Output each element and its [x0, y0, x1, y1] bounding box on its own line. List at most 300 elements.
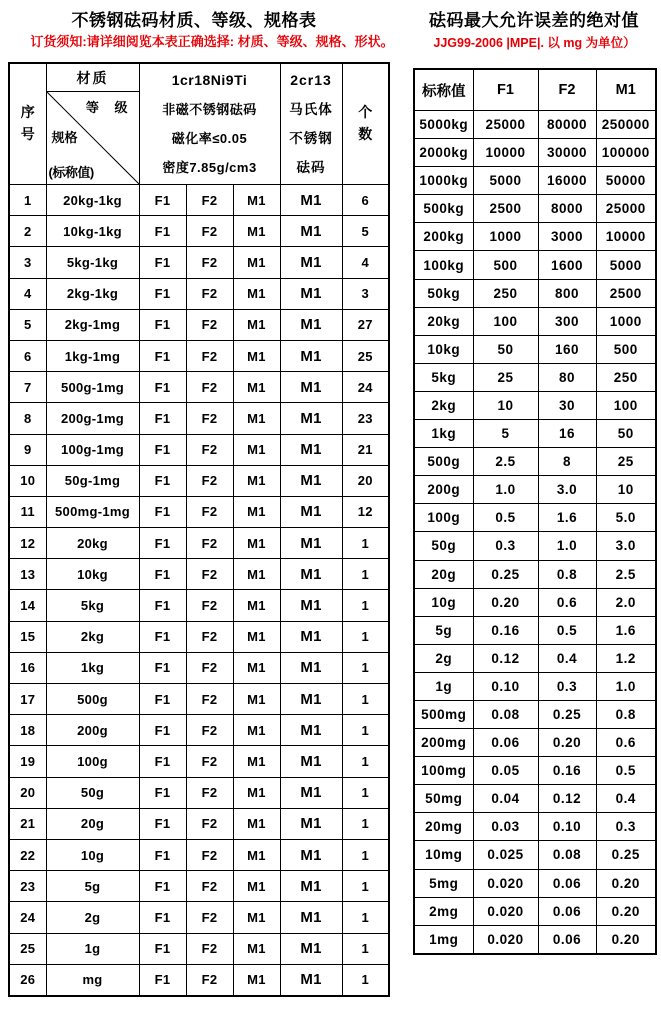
- table-cell: 10000: [596, 223, 656, 251]
- spec-label: 规格: [51, 129, 78, 145]
- table-cell: 1: [342, 808, 389, 839]
- table-cell: M1: [233, 715, 280, 746]
- material-spec-line: 密度7.85g/cm3: [162, 160, 257, 175]
- table-cell: 5000kg: [414, 111, 473, 139]
- table-cell: M1: [280, 559, 342, 590]
- table-cell: 21: [342, 434, 389, 465]
- table-cell: 1: [342, 652, 389, 683]
- table-row: [414, 672, 656, 700]
- table-cell: 2.5: [473, 448, 538, 476]
- table-cell: 200g-1mg: [46, 403, 139, 434]
- table-cell: 0.06: [473, 729, 538, 757]
- table-cell: 12: [342, 496, 389, 527]
- table-cell: 1000: [596, 307, 656, 335]
- table-cell: 50: [473, 335, 538, 363]
- table-row: [414, 897, 656, 925]
- table-cell: 25000: [473, 111, 538, 139]
- table-cell: F2: [186, 746, 233, 777]
- table-cell: M1: [233, 528, 280, 559]
- table-row: [9, 403, 389, 434]
- table-cell: 0.06: [538, 869, 596, 897]
- table-cell: 8000: [538, 195, 596, 223]
- table-row: [414, 757, 656, 785]
- table-cell: M1: [280, 715, 342, 746]
- table-cell: 10: [596, 476, 656, 504]
- table-row: [9, 839, 389, 870]
- table-cell: 1g: [46, 933, 139, 964]
- table-cell: 1kg: [46, 652, 139, 683]
- table-cell: M1: [233, 590, 280, 621]
- table-cell: M1: [233, 403, 280, 434]
- table-cell: 0.020: [473, 869, 538, 897]
- table-row: [9, 216, 389, 247]
- table-cell: 5000: [596, 251, 656, 279]
- table-cell: 5: [473, 420, 538, 448]
- table-cell: 20: [9, 777, 46, 808]
- table-cell: 18: [9, 715, 46, 746]
- table-cell: M1: [233, 496, 280, 527]
- table-cell: 500mg-1mg: [46, 496, 139, 527]
- table-cell: 0.8: [596, 700, 656, 728]
- table-cell: 10: [473, 391, 538, 419]
- table-cell: 1.0: [538, 532, 596, 560]
- table-cell: 3: [9, 247, 46, 278]
- table-cell: 1: [342, 839, 389, 870]
- table-cell: 3.0: [596, 532, 656, 560]
- table-cell: 8: [538, 448, 596, 476]
- spec-table-title: 不锈钢砝码材质、等级、规格表: [71, 11, 317, 30]
- table-cell: 50: [596, 420, 656, 448]
- table-cell: F2: [186, 808, 233, 839]
- table-row: [9, 247, 389, 278]
- table-cell: F2: [186, 715, 233, 746]
- table-row: [414, 223, 656, 251]
- table-cell: 10kg: [414, 335, 473, 363]
- table-cell: 0.020: [473, 897, 538, 925]
- table-cell: M1: [233, 465, 280, 496]
- table-cell: 10mg: [414, 841, 473, 869]
- table-cell: 0.4: [596, 785, 656, 813]
- table-row: [9, 372, 389, 403]
- table-cell: 0.12: [538, 785, 596, 813]
- table-row: [414, 504, 656, 532]
- table-cell: 0.20: [596, 897, 656, 925]
- table-cell: M1: [233, 216, 280, 247]
- table-cell: 500g-1mg: [46, 372, 139, 403]
- table-cell: 0.25: [538, 700, 596, 728]
- table-cell: 2kg-1mg: [46, 309, 139, 340]
- table-cell: 2.0: [596, 588, 656, 616]
- material-spec-line: 磁化率≤0.05: [171, 131, 248, 146]
- table-cell: 14: [9, 590, 46, 621]
- table-row: [9, 340, 389, 371]
- spec-table-subtitle: 订货须知:请详细阅览本表正确选择: 材质、等级、规格、形状。: [30, 34, 394, 49]
- table-cell: 0.5: [473, 504, 538, 532]
- table-cell: 50000: [596, 167, 656, 195]
- table-cell: M1: [233, 372, 280, 403]
- table-cell: 2: [9, 216, 46, 247]
- table-cell: 100g: [414, 504, 473, 532]
- index-column-header: [9, 63, 46, 185]
- table-cell: 10kg-1kg: [46, 216, 139, 247]
- table-cell: 10g: [414, 588, 473, 616]
- table-cell: M1: [233, 340, 280, 371]
- table-row: [9, 465, 389, 496]
- table-cell: 1kg: [414, 420, 473, 448]
- table-cell: F1: [139, 434, 186, 465]
- table-cell: 1.6: [538, 504, 596, 532]
- table-cell: M1: [233, 808, 280, 839]
- table-cell: M1: [280, 496, 342, 527]
- table-cell: 80: [538, 363, 596, 391]
- table-cell: 1: [342, 933, 389, 964]
- table-cell: 1.2: [596, 644, 656, 672]
- material-spec-line: 1cr18Ni9Ti: [171, 72, 248, 88]
- table-cell: 1: [342, 528, 389, 559]
- table-row: [414, 588, 656, 616]
- table-cell: 24: [9, 902, 46, 933]
- table-cell: F2: [186, 496, 233, 527]
- table-cell: 4: [9, 278, 46, 309]
- table-cell: F2: [186, 933, 233, 964]
- table-cell: F2: [186, 590, 233, 621]
- table-cell: 100: [473, 307, 538, 335]
- table-row: [9, 434, 389, 465]
- table-cell: M1: [280, 590, 342, 621]
- table-cell: M1: [233, 839, 280, 870]
- table-cell: M1: [280, 465, 342, 496]
- table-cell: F2: [186, 434, 233, 465]
- table-cell: 3.0: [538, 476, 596, 504]
- table-row: [9, 871, 389, 902]
- nominal-label: (标称值): [48, 164, 94, 180]
- mpe-header-f1: F1: [473, 69, 538, 111]
- table-row: [9, 777, 389, 808]
- table-row: [414, 391, 656, 419]
- table-cell: mg: [46, 964, 139, 996]
- table-cell: 5: [9, 309, 46, 340]
- table-row: [9, 309, 389, 340]
- table-cell: 2kg: [46, 621, 139, 652]
- table-row: [414, 729, 656, 757]
- table-cell: F2: [186, 684, 233, 715]
- table-cell: 1: [342, 777, 389, 808]
- table-cell: F2: [186, 777, 233, 808]
- table-cell: 100g: [46, 746, 139, 777]
- mpe-table-title: 砝码最大允许误差的绝对值: [429, 11, 639, 30]
- table-cell: 1: [342, 964, 389, 996]
- table-row: [414, 869, 656, 897]
- table-row: [9, 902, 389, 933]
- table-cell: F1: [139, 216, 186, 247]
- table-cell: 16: [9, 652, 46, 683]
- table-cell: M1: [280, 964, 342, 996]
- table-cell: 1: [342, 902, 389, 933]
- spec-table: [8, 62, 390, 997]
- table-cell: F1: [139, 340, 186, 371]
- table-row: [9, 559, 389, 590]
- table-row: [9, 684, 389, 715]
- table-cell: 0.6: [538, 588, 596, 616]
- table-cell: M1: [233, 902, 280, 933]
- table-cell: 20g: [414, 560, 473, 588]
- table-cell: M1: [280, 871, 342, 902]
- table-cell: 10: [9, 465, 46, 496]
- table-cell: 200mg: [414, 729, 473, 757]
- table-cell: 25: [9, 933, 46, 964]
- table-cell: M1: [280, 309, 342, 340]
- table-cell: M1: [233, 247, 280, 278]
- table-cell: M1: [280, 434, 342, 465]
- table-cell: M1: [280, 403, 342, 434]
- table-cell: 4: [342, 247, 389, 278]
- table-cell: 2g: [46, 902, 139, 933]
- table-cell: 8: [9, 403, 46, 434]
- table-cell: M1: [233, 746, 280, 777]
- table-cell: 26: [9, 964, 46, 996]
- table-cell: F2: [186, 964, 233, 996]
- table-cell: F2: [186, 185, 233, 216]
- mpe-table: [413, 68, 657, 955]
- table-cell: 50kg: [414, 279, 473, 307]
- table-cell: M1: [233, 652, 280, 683]
- table-cell: 1.0: [596, 672, 656, 700]
- table-row: [414, 560, 656, 588]
- table-cell: M1: [233, 871, 280, 902]
- table-row: [9, 652, 389, 683]
- table-cell: 1.0: [473, 476, 538, 504]
- table-row: [9, 715, 389, 746]
- table-cell: 10g: [46, 839, 139, 870]
- table-cell: 20kg: [46, 528, 139, 559]
- table-cell: M1: [233, 621, 280, 652]
- table-row: [414, 813, 656, 841]
- table-cell: F1: [139, 839, 186, 870]
- table-cell: 9: [9, 434, 46, 465]
- table-cell: 16000: [538, 167, 596, 195]
- table-cell: F1: [139, 372, 186, 403]
- table-cell: F2: [186, 340, 233, 371]
- table-cell: 27: [342, 309, 389, 340]
- table-cell: 50g: [46, 777, 139, 808]
- table-cell: 20mg: [414, 813, 473, 841]
- table-row: [414, 785, 656, 813]
- table-cell: F1: [139, 278, 186, 309]
- table-cell: 80000: [538, 111, 596, 139]
- table-cell: 19: [9, 746, 46, 777]
- table-cell: 0.3: [596, 813, 656, 841]
- table-cell: F2: [186, 278, 233, 309]
- table-cell: F2: [186, 403, 233, 434]
- table-row: [414, 476, 656, 504]
- table-cell: 0.16: [538, 757, 596, 785]
- table-cell: M1: [280, 528, 342, 559]
- table-row: [9, 746, 389, 777]
- table-row: [414, 139, 656, 167]
- table-cell: 1600: [538, 251, 596, 279]
- table-cell: M1: [280, 933, 342, 964]
- table-cell: 0.025: [473, 841, 538, 869]
- table-row: [9, 278, 389, 309]
- table-cell: F1: [139, 777, 186, 808]
- table-cell: 0.05: [473, 757, 538, 785]
- table-cell: F1: [139, 808, 186, 839]
- table-cell: 50g-1mg: [46, 465, 139, 496]
- table-cell: 21: [9, 808, 46, 839]
- table-cell: 30000: [538, 139, 596, 167]
- table-cell: F1: [139, 746, 186, 777]
- index-column-label: 序号: [20, 104, 35, 142]
- table-cell: 2g: [414, 644, 473, 672]
- table-cell: M1: [233, 777, 280, 808]
- table-cell: 100mg: [414, 757, 473, 785]
- table-cell: 1000: [473, 223, 538, 251]
- table-cell: 0.06: [538, 925, 596, 954]
- table-cell: 1: [342, 715, 389, 746]
- table-cell: 1: [342, 590, 389, 621]
- table-cell: 2kg-1kg: [46, 278, 139, 309]
- table-cell: 1g: [414, 672, 473, 700]
- table-cell: 300: [538, 307, 596, 335]
- table-cell: 24: [342, 372, 389, 403]
- table-cell: 0.020: [473, 925, 538, 954]
- table-cell: 0.03: [473, 813, 538, 841]
- table-cell: F1: [139, 871, 186, 902]
- material-1cr18ni9ti-header: [139, 63, 280, 185]
- table-row: [414, 279, 656, 307]
- table-cell: 1: [342, 559, 389, 590]
- table-cell: 250000: [596, 111, 656, 139]
- table-cell: 800: [538, 279, 596, 307]
- table-cell: F2: [186, 621, 233, 652]
- table-cell: 11: [9, 496, 46, 527]
- table-row: [414, 195, 656, 223]
- table-cell: F2: [186, 902, 233, 933]
- table-cell: 500: [596, 335, 656, 363]
- table-cell: 3: [342, 278, 389, 309]
- table-cell: 0.04: [473, 785, 538, 813]
- table-cell: F1: [139, 902, 186, 933]
- table-cell: 10000: [473, 139, 538, 167]
- table-cell: F2: [186, 559, 233, 590]
- material-2cr13-header: [280, 63, 342, 185]
- table-cell: 20: [342, 465, 389, 496]
- table-cell: 1: [342, 871, 389, 902]
- table-cell: F1: [139, 496, 186, 527]
- material-label: 材质: [47, 65, 139, 92]
- table-cell: M1: [280, 746, 342, 777]
- table-cell: 2mg: [414, 897, 473, 925]
- table-cell: F1: [139, 528, 186, 559]
- table-cell: M1: [233, 684, 280, 715]
- table-cell: 0.3: [538, 672, 596, 700]
- table-cell: 25: [342, 340, 389, 371]
- table-cell: 0.12: [473, 644, 538, 672]
- table-cell: 6: [342, 185, 389, 216]
- table-cell: F1: [139, 465, 186, 496]
- table-cell: 20g: [46, 808, 139, 839]
- table-cell: 100: [596, 391, 656, 419]
- table-cell: F2: [186, 247, 233, 278]
- table-cell: 0.10: [473, 672, 538, 700]
- table-cell: 0.6: [596, 729, 656, 757]
- table-row: [9, 933, 389, 964]
- mpe-header-m1: M1: [596, 69, 656, 111]
- mpe-header-nominal: 标称值: [414, 69, 473, 111]
- table-cell: 0.20: [596, 869, 656, 897]
- table-cell: M1: [233, 933, 280, 964]
- table-row: [414, 335, 656, 363]
- table-cell: 25: [473, 363, 538, 391]
- table-cell: 5kg: [414, 363, 473, 391]
- table-cell: F2: [186, 309, 233, 340]
- table-row: [414, 644, 656, 672]
- table-cell: 160: [538, 335, 596, 363]
- table-cell: 5: [342, 216, 389, 247]
- mpe-table-body: [414, 111, 656, 954]
- table-cell: 0.16: [473, 616, 538, 644]
- table-cell: F1: [139, 715, 186, 746]
- material-spec-line: 不锈钢: [289, 131, 333, 146]
- table-row: [9, 496, 389, 527]
- table-row: [414, 925, 656, 954]
- table-row: [414, 111, 656, 139]
- material-spec-line: 马氏体: [289, 102, 333, 117]
- table-cell: 6: [9, 340, 46, 371]
- mpe-table-header-row: [414, 69, 656, 111]
- table-cell: 5kg-1kg: [46, 247, 139, 278]
- table-cell: 0.5: [538, 616, 596, 644]
- table-cell: F1: [139, 684, 186, 715]
- table-cell: 250: [473, 279, 538, 307]
- table-cell: F2: [186, 871, 233, 902]
- table-cell: 500g: [46, 684, 139, 715]
- table-row: [414, 420, 656, 448]
- table-cell: 500: [473, 251, 538, 279]
- table-cell: 12: [9, 528, 46, 559]
- table-cell: M1: [280, 777, 342, 808]
- table-cell: F2: [186, 839, 233, 870]
- table-cell: 17: [9, 684, 46, 715]
- table-cell: 25: [596, 448, 656, 476]
- table-cell: 13: [9, 559, 46, 590]
- table-cell: M1: [233, 309, 280, 340]
- table-cell: F1: [139, 559, 186, 590]
- table-cell: 7: [9, 372, 46, 403]
- mpe-header-f2: F2: [538, 69, 596, 111]
- table-cell: M1: [280, 684, 342, 715]
- table-cell: F1: [139, 403, 186, 434]
- table-row: [414, 448, 656, 476]
- table-cell: M1: [280, 185, 342, 216]
- spec-table-header-row: [9, 63, 389, 185]
- table-cell: 5g: [46, 871, 139, 902]
- table-row: [414, 251, 656, 279]
- material-spec-line: 2cr13: [290, 72, 332, 88]
- table-cell: 20kg-1kg: [46, 185, 139, 216]
- corner-header-cell: [46, 63, 139, 185]
- table-cell: 23: [9, 871, 46, 902]
- table-row: [414, 532, 656, 560]
- table-cell: 15: [9, 621, 46, 652]
- table-cell: M1: [280, 216, 342, 247]
- table-cell: 0.08: [473, 700, 538, 728]
- spec-table-body: [9, 185, 389, 996]
- table-cell: F2: [186, 465, 233, 496]
- table-cell: M1: [280, 839, 342, 870]
- table-cell: M1: [233, 278, 280, 309]
- table-cell: M1: [280, 247, 342, 278]
